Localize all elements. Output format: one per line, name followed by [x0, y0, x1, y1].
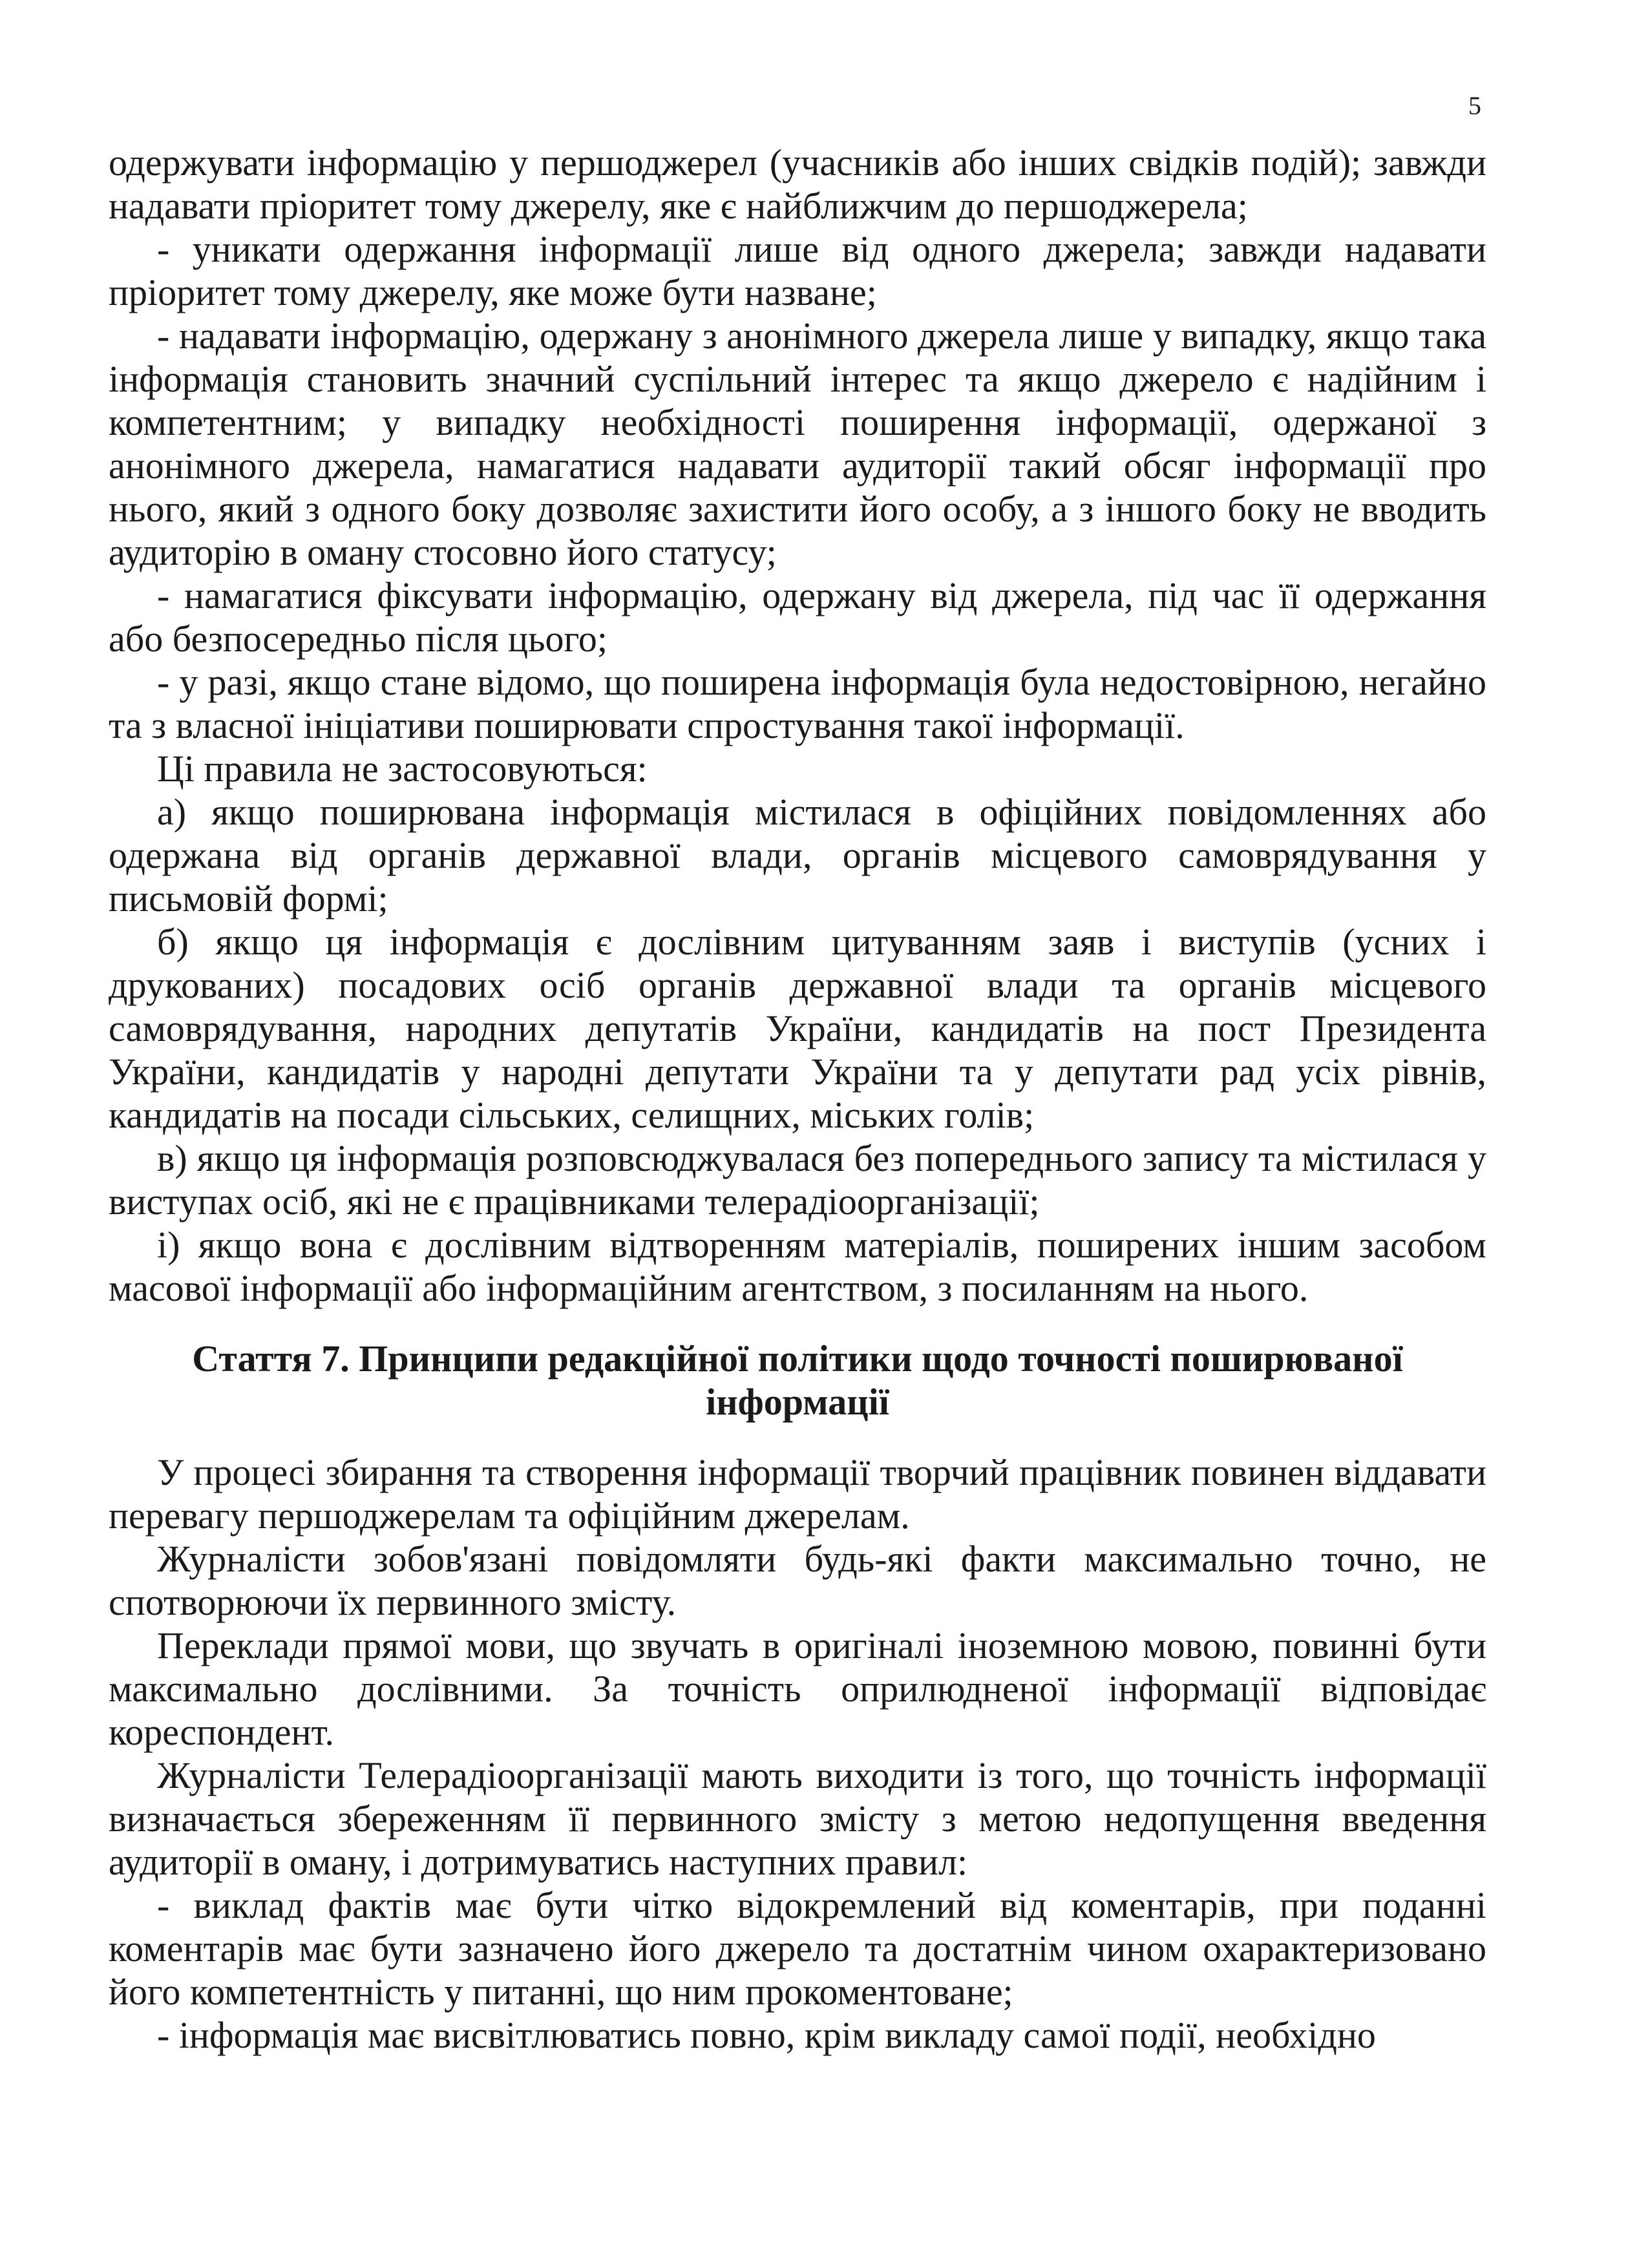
- paragraph: Журналісти зобов'язані повідомляти будь-які факти максимально точно, не спотворюючи їх первинного змісту.: [109, 1538, 1486, 1623]
- spacer: [109, 1423, 1486, 1451]
- paragraph: а) якщо поширювана інформація містилася в офіційних повідомленнях або одержана від органів державної влади, органів місцевого самоврядування у письмовій формі;: [109, 791, 1486, 919]
- page-number: 5: [1468, 91, 1481, 120]
- paragraph: - у разі, якщо стане відомо, що поширена інформація була недостовірною, негайно та з власної ініціативи поширювати спростування такої інформації.: [109, 661, 1486, 746]
- paragraph: б) якщо ця інформація є дослівним цитуванням заяв і виступів (усних і друкованих) посадових осіб органів державної влади та органів місцевого самоврядування, народних депутатів України, кандидатів на пост Президента України, кандидатів у народні депутати України та у депутати рад усіх рівнів, кандидатів на посади сільських, селищних, міських голів;: [109, 921, 1486, 1136]
- paragraph: - уникати одержання інформації лише від одного джерела; завжди надавати пріоритет тому джерелу, яке може бути назване;: [109, 228, 1486, 313]
- paragraph: в) якщо ця інформація розповсюджувалася без попереднього запису та містилася у виступах осіб, які не є працівниками телерадіоорганізації;: [109, 1137, 1486, 1223]
- paragraph: одержувати інформацію у першоджерел (учасників або інших свідків подій); завжди надавати пріоритет тому джерелу, яке є найближчим до першоджерела;: [109, 142, 1486, 227]
- paragraph: Журналісти Телерадіоорганізації мають виходити із того, що точність інформації визначається збереженням її первинного змісту з метою недопущення введення аудиторії в оману, і дотримуватись наступних правил:: [109, 1754, 1486, 1883]
- paragraph: - інформація має висвітлюватись повно, крім викладу самої події, необхідно: [157, 2014, 1376, 2056]
- paragraph: Ці правила не застосовуються:: [157, 748, 648, 790]
- spacer: [109, 1310, 1486, 1337]
- document-body: [109, 141, 1486, 2057]
- article-heading: Стаття 7. Принципи редакційної політики щодо точності поширюваної інформації: [192, 1338, 1403, 1423]
- paragraph: і) якщо вона є дослівним відтворенням матеріалів, поширених іншим засобом масової інформації або інформаційним агентством, з посиланням на нього.: [109, 1224, 1486, 1309]
- paragraph: - виклад фактів має бути чітко відокремлений від коментарів, при поданні коментарів має бути зазначено його джерело та достатнім чином охарактеризовано його компетентність у питанні, що ним прокоментоване;: [109, 1884, 1486, 2013]
- paragraphs-bottom: [109, 1451, 1486, 2057]
- paragraph: Переклади прямої мови, що звучать в оригіналі іноземною мовою, повинні бути максимально дослівними. За точність оприлюдненої інформації відповідає кореспондент.: [109, 1624, 1486, 1753]
- paragraphs-top: [109, 141, 1486, 1310]
- paragraph: У процесі збирання та створення інформації творчий працівник повинен віддавати перевагу першоджерелам та офіційним джерелам.: [109, 1451, 1486, 1537]
- paragraph: - надавати інформацію, одержану з анонімного джерела лише у випадку, якщо така інформація становить значний суспільний інтерес та якщо джерело є надійним і компетентним; у випадку необхідності поширення інформації, одержаної з анонімного джерела, намагатися надавати аудиторії такий обсяг інформації про нього, який з одного боку дозволяє захистити його особу, а з іншого боку не вводить аудиторію в оману стосовно його статусу;: [109, 315, 1486, 573]
- paragraph: - намагатися фіксувати інформацію, одержану від джерела, під час її одержання або безпосередньо після цього;: [109, 574, 1486, 660]
